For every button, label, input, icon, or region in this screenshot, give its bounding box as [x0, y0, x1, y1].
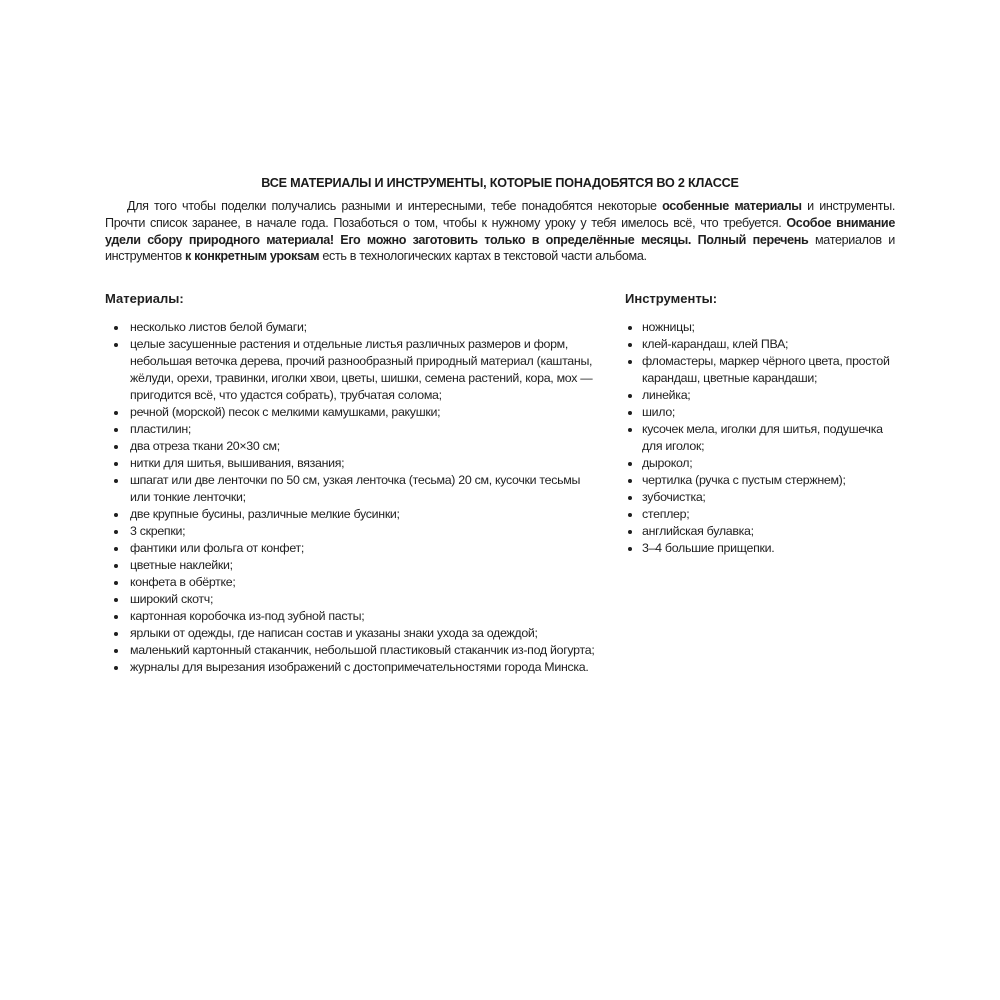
materials-heading: Материалы:	[105, 291, 184, 307]
intro-text: материалов и инструментов	[105, 232, 895, 264]
list-item	[625, 421, 895, 455]
list-item	[625, 319, 895, 336]
bullet-icon	[628, 428, 632, 432]
tools-heading: Инструменты:	[625, 291, 718, 307]
bullet-icon	[114, 632, 118, 636]
bullet-icon	[114, 326, 118, 330]
list-item-text: ножницы;	[642, 320, 695, 335]
list-item	[105, 659, 595, 676]
bullet-icon	[114, 598, 118, 602]
document-content	[105, 176, 895, 676]
list-item-text: 3–4 большие прищепки.	[642, 541, 775, 556]
intro-text: Для того чтобы поделки получались разными и интересными, тебе понадобятся некоторые	[127, 199, 663, 213]
list-item-text: 3 скрепки;	[130, 524, 186, 539]
list-item-text: пластилин;	[130, 422, 192, 437]
bullet-icon	[114, 666, 118, 670]
list-item-text: несколько листов белой бумаги;	[130, 320, 307, 335]
list-item	[105, 574, 595, 591]
tools-column	[625, 291, 895, 676]
list-item	[625, 540, 895, 557]
bullet-icon	[114, 479, 118, 483]
list-item	[105, 506, 595, 523]
list-item	[105, 557, 595, 574]
list-item	[105, 319, 595, 336]
bullet-icon	[628, 479, 632, 483]
list-item	[105, 336, 595, 404]
list-item	[625, 472, 895, 489]
bullet-icon	[628, 343, 632, 347]
list-item	[105, 472, 595, 506]
bullet-icon	[114, 564, 118, 568]
list-item	[625, 506, 895, 523]
list-item	[105, 404, 595, 421]
bullet-icon	[114, 428, 118, 432]
list-item	[105, 591, 595, 608]
materials-column	[105, 291, 595, 676]
materials-list	[105, 319, 595, 676]
list-item-text: конфета в обёртке;	[130, 575, 236, 590]
list-item-text: фломастеры, маркер чёрного цвета, простой карандаш, цветные карандаши;	[642, 354, 890, 386]
bullet-icon	[628, 496, 632, 500]
list-item-text: цветные наклейки;	[130, 558, 233, 573]
list-item	[105, 540, 595, 557]
list-item-text: нитки для шитья, вышивания, вязания;	[130, 456, 345, 471]
bullet-icon	[114, 649, 118, 653]
list-item-text: степлер;	[642, 507, 690, 522]
list-item-text: шило;	[642, 405, 676, 420]
list-item-text: фантики или фольга от конфет;	[130, 541, 305, 556]
list-item-text: журналы для вырезания изображений с достопримечательностями города Минска.	[130, 660, 589, 675]
list-item-text: ярлыки от одежды, где написан состав и указаны знаки ухода за одеждой;	[130, 626, 538, 641]
list-item-text: чертилка (ручка с пустым стержнем);	[642, 473, 846, 488]
list-item-text: целые засушенные растения и отдельные листья различных размеров и форм, небольшая веточка дерева, прочий разнообразный природный материал (каштаны, жёлуди, орехи, травинки, иголки хвои, цветы, шишки, семена растений, кора, мох — пригодится всё, что удастся собрать), трубчатая солома;	[130, 337, 593, 403]
list-item-text: картонная коробочка из-под зубной пасты;	[130, 609, 365, 624]
bullet-icon	[114, 581, 118, 585]
list-item	[625, 387, 895, 404]
list-item	[625, 455, 895, 472]
list-item-text: две крупные бусины, различные мелкие бусинки;	[130, 507, 400, 522]
list-item-text: линейка;	[642, 388, 691, 403]
list-item	[625, 489, 895, 506]
intro-bold-text: Особое внимание удели сбору природного материала! Его можно заготовить только в определённые месяцы. Полный перечень	[105, 215, 895, 247]
bullet-icon	[628, 411, 632, 415]
list-item	[105, 438, 595, 455]
list-item	[625, 523, 895, 540]
list-item-text: клей-карандаш, клей ПВА;	[642, 337, 789, 352]
list-item-text: широкий скотч;	[130, 592, 214, 607]
list-item-text: дырокол;	[642, 456, 693, 471]
list-item	[625, 353, 895, 387]
list-item	[105, 625, 595, 642]
intro-bold-text: к конкретным урокsам	[184, 249, 320, 264]
bullet-icon	[114, 343, 118, 347]
bullet-icon	[628, 394, 632, 398]
bullet-icon	[114, 615, 118, 619]
list-item	[105, 523, 595, 540]
list-item-text: речной (морской) песок с мелкими камушками, ракушки;	[130, 405, 441, 420]
list-item-text: зубочистка;	[642, 490, 706, 505]
list-item	[105, 455, 595, 472]
intro-text: есть в технологических картах в текстовой части альбома.	[319, 249, 647, 264]
tools-list	[625, 319, 895, 557]
bullet-icon	[628, 462, 632, 466]
page-title: ВСЕ МАТЕРИАЛЫ И ИНСТРУМЕНТЫ, КОТОРЫЕ ПОНАДОБЯТСЯ ВО 2 КЛАССЕ	[261, 176, 739, 190]
list-item	[625, 404, 895, 421]
bullet-icon	[114, 462, 118, 466]
bullet-icon	[628, 547, 632, 551]
list-item-text: шпагат или две ленточки по 50 см, узкая ленточка (тесьма) 20 см, кусочки тесьмы или тонкие ленточки;	[130, 473, 581, 505]
intro-paragraph	[105, 198, 895, 265]
list-item-text: маленький картонный стаканчик, небольшой пластиковый стаканчик из-под йогурта;	[130, 643, 595, 658]
two-column-lists	[105, 291, 895, 676]
list-item	[105, 608, 595, 625]
list-item-text: английская булавка;	[642, 524, 754, 539]
list-item	[625, 336, 895, 353]
list-item-text: два отреза ткани 20×30 см;	[130, 439, 280, 454]
bullet-icon	[628, 513, 632, 517]
bullet-icon	[628, 530, 632, 534]
bullet-icon	[114, 513, 118, 517]
bullet-icon	[114, 530, 118, 534]
list-item	[105, 421, 595, 438]
bullet-icon	[114, 411, 118, 415]
list-item	[105, 642, 595, 659]
bullet-icon	[628, 326, 632, 330]
intro-text: и инструменты. Прочти список заранее, в начале года. Позаботься о том, чтобы к нужному уроку у тебя имелось всё, что требуется.	[105, 199, 896, 230]
bullet-icon	[628, 360, 632, 364]
bullet-icon	[114, 547, 118, 551]
list-item-text: кусочек мела, иголки для шитья, подушечка для иголок;	[642, 422, 883, 454]
intro-bold-text: особенные материалы	[662, 199, 802, 213]
bullet-icon	[114, 445, 118, 449]
